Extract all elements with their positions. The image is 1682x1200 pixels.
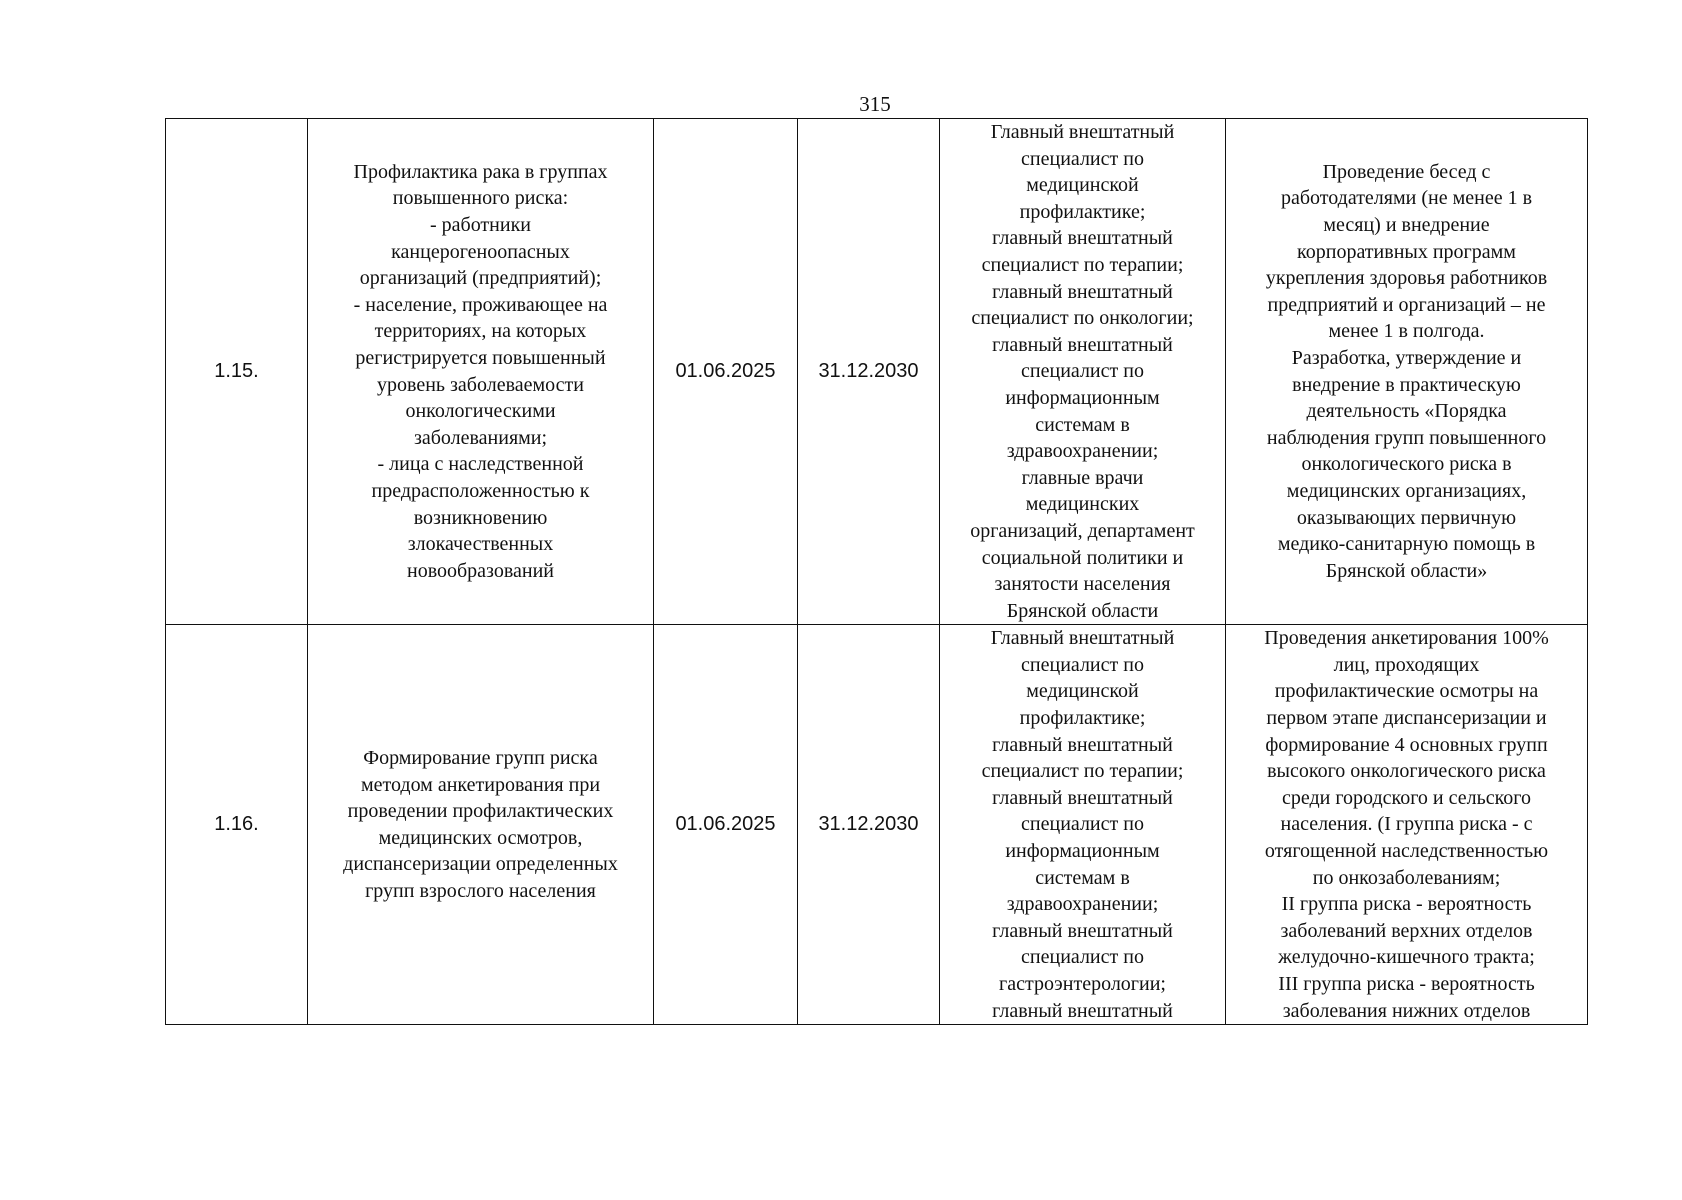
result-text: Проведения анкетирования 100% лиц, проходящих профилактические осмотры на первом этапе диспансеризации и формирование 4 основных групп высокого онкологического риска среди городского и сельского населения. (I группа риска - с отягощенной наследственностью по онкозаболеваниям; II группа риска - вероятность заболеваний верхних отделов желудочно-кишечного тракта; III группа риска - вероятность заболевания нижних отделов	[1264, 627, 1549, 1022]
measure-text: Формирование групп риска методом анкетирования при проведении профилактических медицинских осмотров, диспансеризации определенных групп взрослого населения	[343, 747, 618, 902]
measure-text: Профилактика рака в группах повышенного риска: - работники канцерогеноопасных организаций (предприятий); - население, проживающее на территориях, на которых регистрируется повышенный уровень заболеваемости онкологическими заболеваниями; - лица с наследственной предрасположенностью к возникновению злокачественных новообразований	[353, 160, 608, 582]
table-row	[166, 625, 1588, 1025]
page-number: 315	[859, 92, 891, 116]
measure-cell	[308, 625, 654, 1025]
result-cell	[1226, 625, 1588, 1025]
end-date: 31.12.2030	[798, 625, 940, 1025]
row-number: 1.15.	[166, 119, 308, 625]
responsible-text: Главный внештатный специалист по медицинской профилактике; главный внештатный специалист по терапии; главный внештатный специалист по информационным системам в здравоохранении; главный внештатный специалист по гастроэнтерологии; главный внештатный	[981, 627, 1184, 1022]
start-date: 01.06.2025	[654, 119, 798, 625]
start-date: 01.06.2025	[654, 625, 798, 1025]
responsible-cell	[940, 119, 1226, 625]
result-cell	[1226, 119, 1588, 625]
row-number: 1.16.	[166, 625, 308, 1025]
measures-table	[165, 118, 1588, 1025]
responsible-cell	[940, 625, 1226, 1025]
end-date: 31.12.2030	[798, 119, 940, 625]
measure-cell	[308, 119, 654, 625]
result-text: Проведение бесед с работодателями (не менее 1 в месяц) и внедрение корпоративных программ укрепления здоровья работников предприятий и организаций – не менее 1 в полгода. Разработка, утверждение и внедрение в практическую деятельность «Порядка наблюдения групп повышенного онкологического риска в медицинских организациях, оказывающих первичную медико-санитарную помощь в Брянской области»	[1265, 160, 1548, 582]
table-row	[166, 119, 1588, 625]
responsible-text: Главный внештатный специалист по медицинской профилактике; главный внештатный специалист по терапии; главный внештатный специалист по онкологии; главный внештатный специалист по информационным системам в здравоохранении; главные врачи медицинских организаций, департамент социальной политики и занятости населения Брянской области	[970, 121, 1195, 622]
